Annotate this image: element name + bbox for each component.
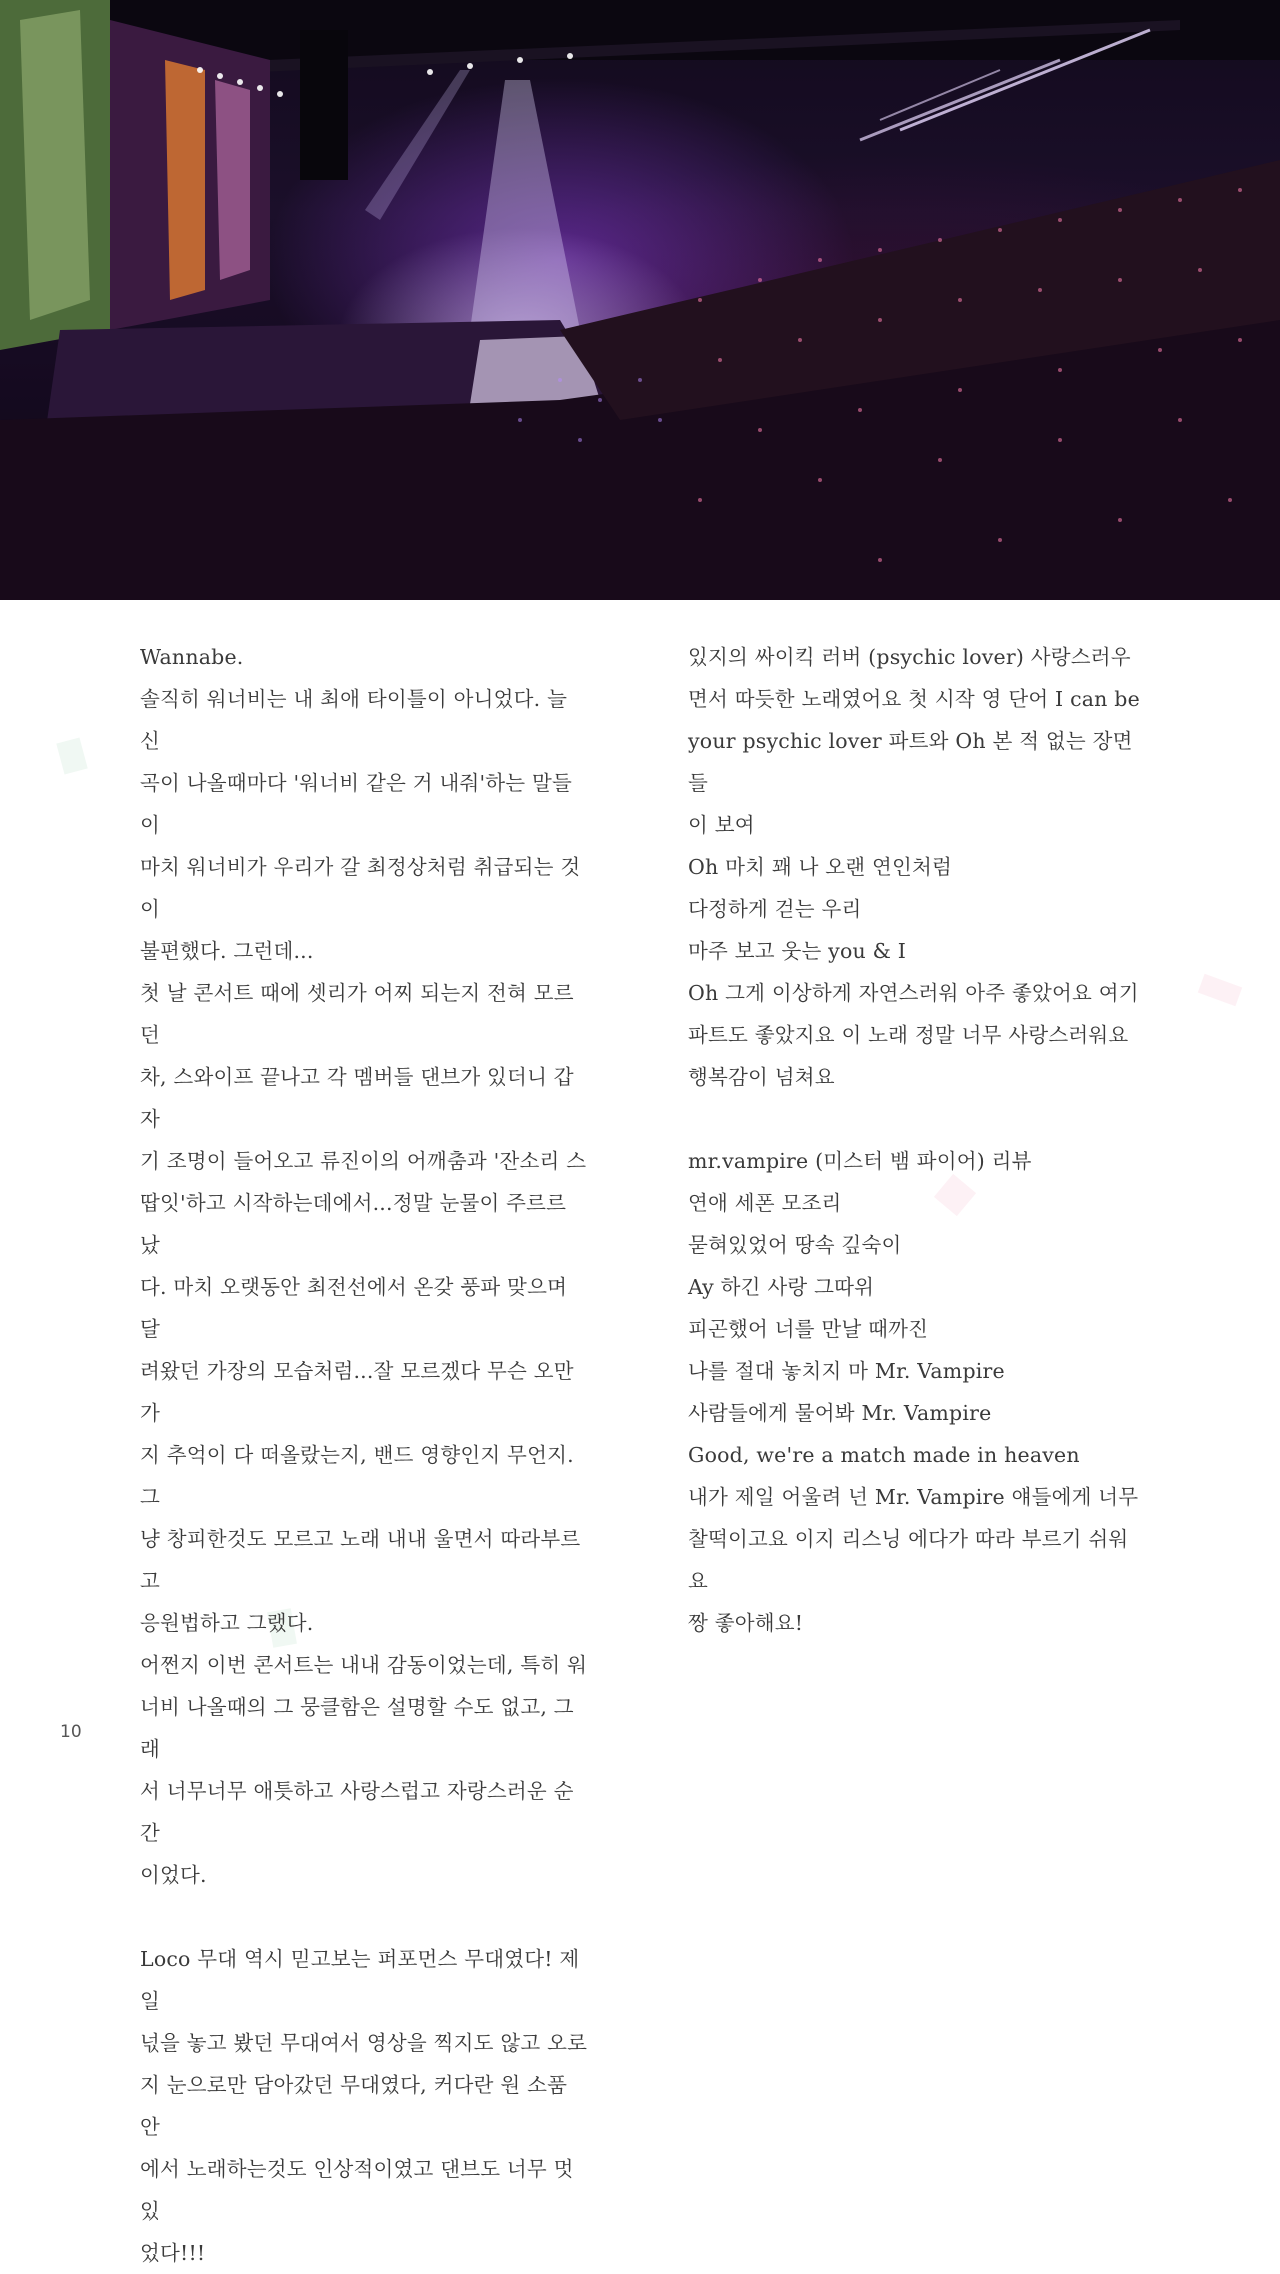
text-line: 파트도 좋았지요 이 노래 정말 너무 사랑스러워요 bbox=[688, 1023, 1129, 1047]
text-line: 곡이 나올때마다 '워너비 같은 거 내줘'하는 말들이 bbox=[140, 771, 573, 837]
text-line: Oh 마치 꽤 나 오랜 연인처럼 bbox=[688, 855, 953, 879]
text-line: 있지의 싸이킥 러버 (psychic lover) 사랑스러우 bbox=[688, 645, 1131, 669]
text-line: 지 눈으로만 담아갔던 무대였다, 커다란 원 소품 안 bbox=[140, 2073, 568, 2139]
laser-2 bbox=[860, 60, 1060, 140]
confetti-decoration bbox=[56, 737, 87, 774]
text-line: 찰떡이고요 이지 리스닝 에다가 따라 부르기 쉬워요 bbox=[688, 1527, 1129, 1593]
text-line: 불편했다. 그런데... bbox=[140, 939, 314, 963]
text-line: 묻혀있었어 땅속 깊숙이 bbox=[688, 1233, 902, 1257]
screen-left-figure bbox=[20, 10, 90, 320]
concert-photo-illustration bbox=[0, 0, 1280, 600]
text-line: Ay 하긴 사랑 그따위 bbox=[688, 1275, 875, 1299]
text-line: 에서 노래하는것도 인상적이였고 댄브도 너무 멋있 bbox=[140, 2157, 574, 2223]
text-line: 냥 창피한것도 모르고 노래 내내 울면서 따라부르고 bbox=[140, 1527, 581, 1593]
speaker bbox=[300, 30, 348, 180]
paragraph-gap bbox=[140, 1896, 590, 1938]
text-line: 지 추억이 다 떠올랐는지, 밴드 영향인지 무언지. 그 bbox=[140, 1443, 574, 1509]
text-line: 피곤했어 너를 만날 때까진 bbox=[688, 1317, 929, 1341]
concert-photo bbox=[0, 0, 1280, 600]
text-line: 응원법하고 그랬다. bbox=[140, 1611, 314, 1635]
text-line: Good, we're a match made in heaven bbox=[688, 1443, 1080, 1467]
text-line: 솔직히 워너비는 내 최애 타이틀이 아니었다. 늘 신 bbox=[140, 687, 568, 753]
text-line: 마치 워너비가 우리가 갈 최정상처럼 취급되는 것이 bbox=[140, 855, 581, 921]
text-line: 이 보여 bbox=[688, 813, 755, 837]
text-line: Loco 무대 역시 믿고보는 퍼포먼스 무대였다! 제일 bbox=[140, 1947, 580, 2013]
text-line: 다. 마치 오랫동안 최전선에서 온갖 풍파 맞으며 달 bbox=[140, 1275, 568, 1341]
text-line: 너비 나올때의 그 뭉클함은 설명할 수도 없고, 그래 bbox=[140, 1695, 574, 1761]
text-line: 내가 제일 어울려 넌 Mr. Vampire 얘들에게 너무 bbox=[688, 1485, 1139, 1509]
text-line: 짱 좋아해요! bbox=[688, 1611, 804, 1635]
confetti-decoration bbox=[1198, 974, 1242, 1006]
text-line: 땁잇'하고 시작하는데에서...정말 눈물이 주르르 났 bbox=[140, 1191, 567, 1257]
page-number: 10 bbox=[60, 1722, 82, 1742]
text-line: 기 조명이 들어오고 류진이의 어깨춤과 '잔소리 스 bbox=[140, 1149, 587, 1173]
text-line: 차, 스와이프 끝나고 각 멤버들 댄브가 있더니 갑자 bbox=[140, 1065, 574, 1131]
right-column bbox=[688, 636, 1143, 1644]
screen-middle-figure bbox=[165, 60, 205, 300]
text-line: 려왔던 가장의 모습처럼...잘 모르겠다 무슨 오만가 bbox=[140, 1359, 574, 1425]
text-line: 첫 날 콘서트 때에 셋리가 어찌 되는지 전혀 모르던 bbox=[140, 981, 574, 1047]
text-line: 넋을 놓고 봤던 무대여서 영상을 찍지도 않고 오로 bbox=[140, 2031, 588, 2055]
text-line: 면서 따듯한 노래였어요 첫 시작 영 단어 I can be bbox=[688, 687, 1140, 711]
text-line: 연애 세폰 모조리 bbox=[688, 1191, 842, 1215]
text-line: Wannabe. bbox=[140, 645, 244, 669]
spotlight-beam-2 bbox=[365, 70, 470, 220]
text-line: 행복감이 넘쳐요 bbox=[688, 1065, 835, 1089]
text-line: 사람들에게 물어봐 Mr. Vampire bbox=[688, 1401, 992, 1425]
text-line: 이었다. bbox=[140, 1863, 207, 1887]
text-line: 어쩐지 이번 콘서트는 내내 감동이었는데, 특히 워 bbox=[140, 1653, 588, 1677]
text-line: Oh 그게 이상하게 자연스러워 아주 좋았어요 여기 bbox=[688, 981, 1139, 1005]
text-line: your psychic lover 파트와 Oh 본 적 없는 장면들 bbox=[688, 729, 1133, 795]
left-column bbox=[140, 636, 590, 2274]
text-line: 마주 보고 웃는 you & I bbox=[688, 939, 907, 963]
text-line: 나를 절대 놓치지 마 Mr. Vampire bbox=[688, 1359, 1005, 1383]
paragraph-gap bbox=[688, 1098, 1143, 1140]
text-line: 었다!!! bbox=[140, 2241, 206, 2265]
text-line: 다정하게 걷는 우리 bbox=[688, 897, 862, 921]
text-line: 서 너무너무 애틋하고 사랑스럽고 자랑스러운 순간 bbox=[140, 1779, 574, 1845]
screen-right-figure bbox=[215, 80, 250, 280]
spotlight-beam bbox=[470, 80, 580, 330]
text-line: mr.vampire (미스터 뱀 파이어) 리뷰 bbox=[688, 1149, 1032, 1173]
